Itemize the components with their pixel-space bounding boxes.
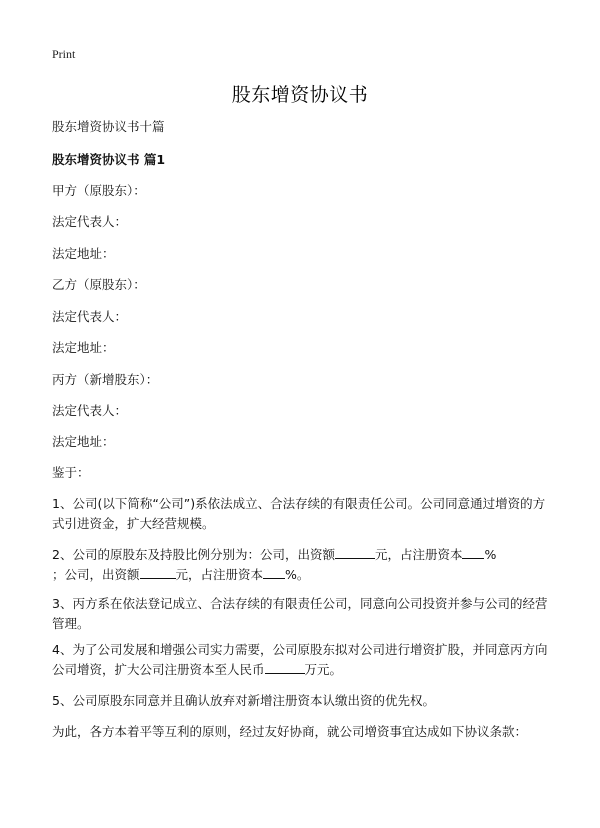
- clause-2-text-3: %: [484, 547, 497, 562]
- clause-2-text-6: %。: [285, 567, 310, 582]
- share-percent-blank-1: [462, 546, 484, 559]
- clause-2-text-2: 元，占注册资本: [374, 547, 463, 562]
- party-a-representative: 法定代表人：: [52, 214, 128, 229]
- party-b-label: 乙方（原股东）：: [52, 277, 146, 292]
- clause-2-text-5: 元，占注册资本: [175, 567, 264, 582]
- clause-2-text-4: ；公司，出资额: [52, 567, 140, 582]
- party-a-address: 法定地址：: [52, 246, 115, 261]
- clause-2: [52, 545, 552, 585]
- clause-2-text-1: 2、公司的原股东及持股比例分别为：公司，出资额: [52, 547, 335, 562]
- party-a-label: 甲方（原股东）：: [52, 183, 146, 198]
- party-b-representative: 法定代表人：: [52, 309, 128, 324]
- document-title: 股东增资协议书: [231, 84, 369, 106]
- section-heading: 股东增资协议书 篇1: [52, 152, 166, 167]
- party-c-representative: 法定代表人：: [52, 403, 128, 418]
- party-c-label: 丙方（新增股东）：: [52, 372, 159, 387]
- clause-5: 5、公司原股东同意并且确认放弃对新增注册资本认缴出资的优先权。: [52, 693, 435, 708]
- clause-4-text-2: 万元。: [304, 662, 343, 677]
- document-subtitle: 股东增资协议书十篇: [52, 119, 165, 134]
- party-c-address: 法定地址：: [52, 434, 115, 449]
- capital-amount-blank-1: [335, 546, 375, 559]
- capital-amount-blank-2: [140, 566, 176, 579]
- share-percent-blank-2: [263, 566, 285, 579]
- party-b-address: 法定地址：: [52, 340, 115, 355]
- clause-4-text-1: 4、为了公司发展和增强公司实力需要，公司原股东拟对公司进行增资扩股，并同意丙方向公司增资，扩大公司注册资本至人民币: [52, 642, 548, 677]
- clause-3: 3、丙方系在依法登记成立、合法存续的有限责任公司，同意向公司投资并参与公司的经营管理。: [52, 596, 548, 631]
- print-label: Print: [52, 47, 76, 61]
- clause-4: [52, 640, 552, 680]
- registered-capital-blank: [265, 661, 305, 674]
- clause-1: 1、公司(以下简称“公司”)系依法成立、合法存续的有限责任公司。公司同意通过增资的方式引进资金，扩大经营规模。: [52, 496, 546, 531]
- whereas-label: 鉴于：: [52, 465, 90, 480]
- closing-paragraph: 为此，各方本着平等互利的原则，经过友好协商，就公司增资事宜达成如下协议条款：: [52, 724, 528, 739]
